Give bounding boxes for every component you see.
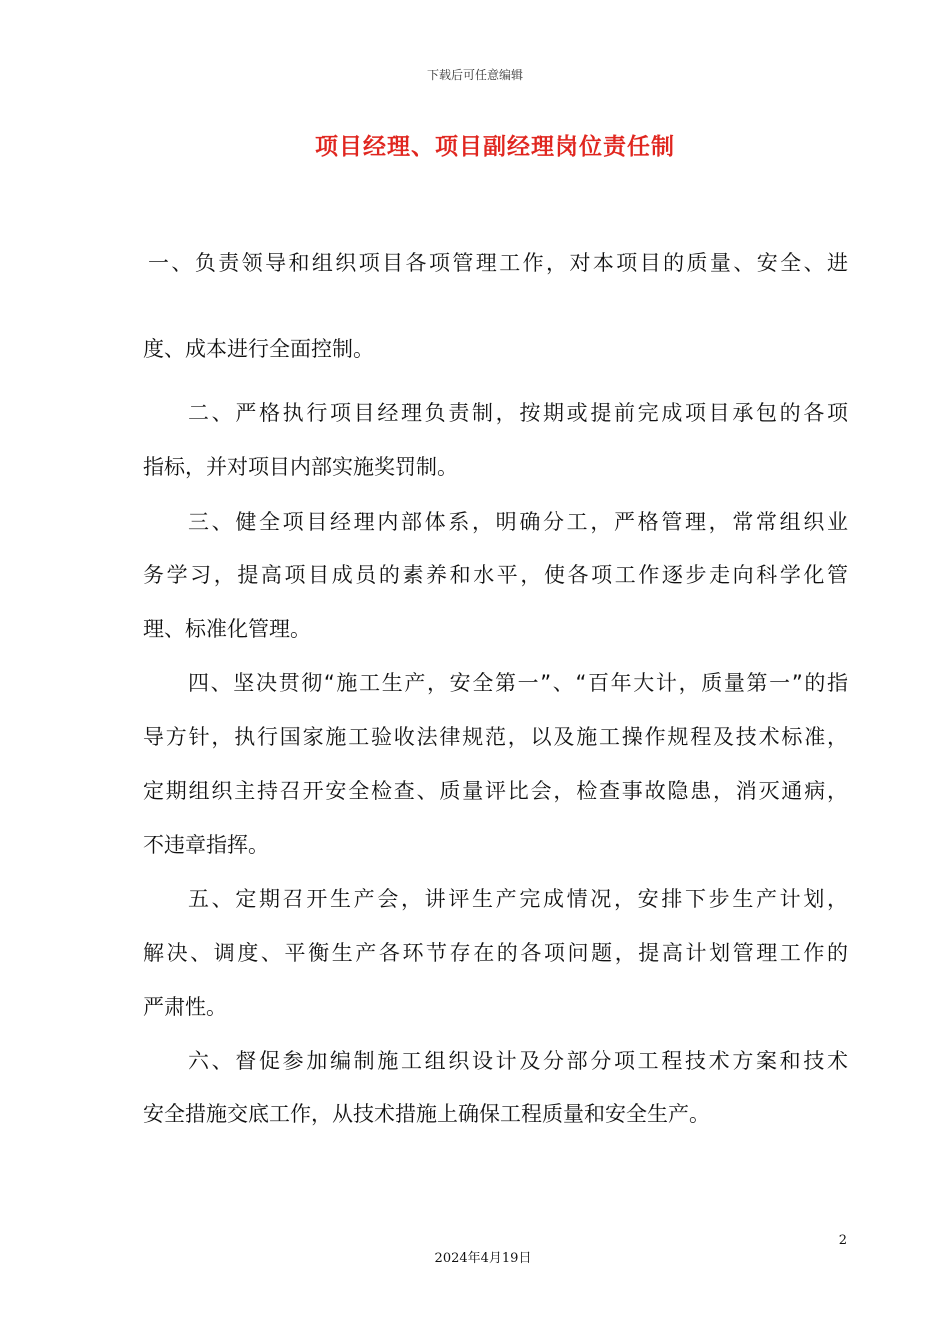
paragraph-5-line-1: 五、定期召开生产会，讲评生产完成情况，安排下步生产计划， <box>188 887 848 911</box>
paragraph-1-line-2: 度、成本进行全面控制。 <box>143 337 374 361</box>
paragraph-6-line-1: 六、督促参加编制施工组织设计及分部分项工程技术方案和技术 <box>188 1049 848 1073</box>
paragraph-3-line-2: 务学习，提高项目成员的素养和水平，使各项工作逐步走向科学化管 <box>143 563 848 587</box>
page-number: 2 <box>838 1233 847 1248</box>
paragraph-2-line-1: 二、严格执行项目经理负责制，按期或提前完成项目承包的各项 <box>188 401 848 425</box>
paragraph-5-line-3: 严肃性。 <box>143 995 227 1019</box>
page-header: 下载后可任意编辑 <box>426 68 523 82</box>
paragraph-4-line-2: 导方针，执行国家施工验收法律规范，以及施工操作规程及技术标准， <box>143 725 848 749</box>
paragraph-1-line-1: 一、负责领导和组织项目各项管理工作，对本项目的质量、安全、进 <box>148 251 848 275</box>
footer-date: 2024年4月19日 <box>434 1251 532 1266</box>
paragraph-3-line-1: 三、健全项目经理内部体系，明确分工，严格管理，常常组织业 <box>188 510 848 534</box>
paragraph-4-line-4: 不违章指挥。 <box>143 833 269 857</box>
paragraph-4-line-3: 定期组织主持召开安全检查、质量评比会，检查事故隐患，消灭通病， <box>143 779 848 803</box>
paragraph-6-line-2: 安全措施交底工作，从技术措施上确保工程质量和安全生产。 <box>143 1102 710 1126</box>
paragraph-5-line-2: 解决、调度、平衡生产各环节存在的各项问题，提高计划管理工作的 <box>143 941 848 965</box>
document-title: 项目经理、项目副经理岗位责任制 <box>315 134 675 160</box>
paragraph-2-line-2: 指标，并对项目内部实施奖罚制。 <box>143 455 458 479</box>
paragraph-3-line-3: 理、标准化管理。 <box>143 617 311 641</box>
paragraph-4-line-1: 四、坚决贯彻“施工生产，安全第一”、“百年大计，质量第一”的指 <box>188 671 848 695</box>
